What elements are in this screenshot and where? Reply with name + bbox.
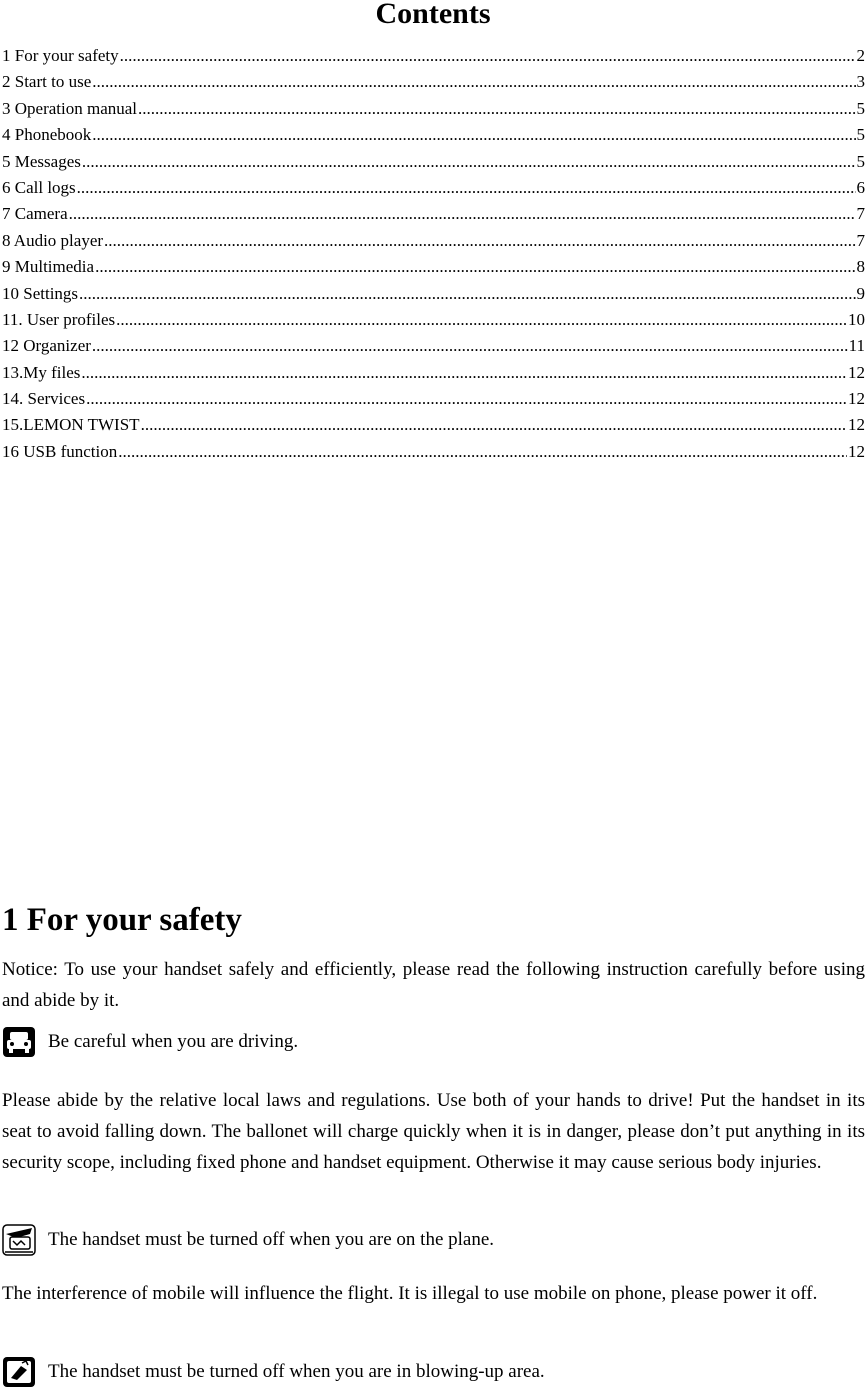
toc-leader-dots xyxy=(120,46,856,66)
toc-leader-dots xyxy=(82,152,856,172)
toc-entry-page: 9 xyxy=(856,283,865,303)
toc-leader-dots xyxy=(81,363,847,383)
toc-leader-dots xyxy=(116,310,847,330)
toc-entry[interactable] xyxy=(2,415,865,441)
toc-entry-page: 7 xyxy=(856,204,865,224)
toc-entry-page: 5 xyxy=(856,98,865,118)
toc-entry-page: 10 xyxy=(848,309,865,329)
toc-entry-label: 9 Multimedia xyxy=(2,257,95,277)
table-of-contents xyxy=(2,46,865,468)
toc-leader-dots xyxy=(69,204,856,224)
toc-title: Contents xyxy=(375,0,491,30)
toc-entry[interactable] xyxy=(2,284,865,310)
toc-entry-label: 1 For your safety xyxy=(2,46,119,65)
section-heading: 1 For your safety xyxy=(2,902,242,938)
plane-warning xyxy=(2,1224,865,1256)
toc-entry-label: 6 Call logs xyxy=(2,177,76,197)
toc-entry[interactable] xyxy=(2,204,865,230)
toc-entry-page: 12 xyxy=(848,441,865,461)
toc-entry-label: 7 Camera xyxy=(2,204,68,224)
toc-leader-dots xyxy=(92,336,848,356)
toc-entry-page: 6 xyxy=(856,177,865,197)
toc-leader-dots xyxy=(77,178,856,198)
toc-entry-label: 10 Settings xyxy=(2,283,79,303)
toc-leader-dots xyxy=(79,284,855,304)
toc-leader-dots xyxy=(104,231,855,251)
toc-entry[interactable] xyxy=(2,231,865,257)
toc-entry[interactable] xyxy=(2,152,865,178)
toc-entry[interactable] xyxy=(2,389,865,415)
toc-entry-label: 4 Phonebook xyxy=(2,125,92,145)
car-icon xyxy=(2,1026,36,1058)
toc-entry[interactable] xyxy=(2,72,865,98)
toc-leader-dots xyxy=(95,257,855,277)
toc-entry-page: 8 xyxy=(856,257,865,277)
toc-entry[interactable] xyxy=(2,257,865,283)
toc-leader-dots xyxy=(118,442,847,462)
toc-leader-dots xyxy=(138,99,855,119)
toc-entry-page: 7 xyxy=(856,230,865,250)
toc-entry-label: 8 Audio player xyxy=(2,230,104,250)
driving-paragraph: Please abide by the relative local laws and regulations. Use both of your hands to drive! Put the handset in its seat to avoid falling down. The ballonet will charge quickly when it is in danger, please don’t put anything in its security scope, including fixed phone and handset equipment. Otherwise it may cause serious body injuries. xyxy=(2,1090,865,1173)
toc-entry-page: 5 xyxy=(856,125,865,145)
toc-entry-page: 12 xyxy=(848,362,865,382)
toc-entry-label: 11. User profiles xyxy=(2,309,116,329)
toc-entry-page: 3 xyxy=(856,72,865,92)
notice-paragraph: Notice: To use your handset safely and efficiently, please read the following instruction carefully before using and abide by it. xyxy=(2,959,865,1011)
toc-entry-label: 3 Operation manual xyxy=(2,98,138,118)
toc-entry-label: 16 USB function xyxy=(2,441,118,461)
toc-entry-page: 2 xyxy=(856,46,865,65)
toc-entry[interactable] xyxy=(2,442,865,468)
toc-entry-label: 2 Start to use xyxy=(2,72,92,92)
plane-paragraph: The interference of mobile will influence the flight. It is illegal to use mobile on phone, please power it off. xyxy=(2,1283,818,1304)
toc-entry[interactable] xyxy=(2,336,865,362)
toc-entry-page: 12 xyxy=(848,389,865,409)
plane-warning-title: The handset must be turned off when you are on the plane. xyxy=(48,1229,495,1250)
toc-entry-page: 12 xyxy=(848,415,865,435)
blasting-area-icon xyxy=(2,1356,36,1388)
toc-entry[interactable] xyxy=(2,363,865,389)
toc-entry[interactable] xyxy=(2,99,865,125)
toc-leader-dots xyxy=(92,72,855,92)
toc-entry-label: 15.LEMON TWIST xyxy=(2,415,140,435)
toc-entry-label: 5 Messages xyxy=(2,151,81,171)
driving-warning xyxy=(2,1026,865,1058)
blasting-warning xyxy=(2,1356,865,1388)
airplane-phone-icon xyxy=(2,1224,36,1256)
driving-warning-title: Be careful when you are driving. xyxy=(48,1031,299,1052)
toc-leader-dots xyxy=(86,389,847,409)
toc-entry[interactable] xyxy=(2,46,865,72)
toc-leader-dots xyxy=(92,125,855,145)
toc-entry-label: 12 Organizer xyxy=(2,336,91,356)
toc-entry-page: 5 xyxy=(856,151,865,171)
toc-entry-label: 13.My files xyxy=(2,362,81,382)
toc-entry-page: 11 xyxy=(848,336,865,356)
toc-leader-dots xyxy=(141,415,847,435)
blasting-warning-title: The handset must be turned off when you are in blowing-up area. xyxy=(48,1361,545,1382)
toc-entry[interactable] xyxy=(2,178,865,204)
toc-entry[interactable] xyxy=(2,310,865,336)
toc-entry-label: 14. Services xyxy=(2,389,86,409)
toc-entry[interactable] xyxy=(2,125,865,151)
